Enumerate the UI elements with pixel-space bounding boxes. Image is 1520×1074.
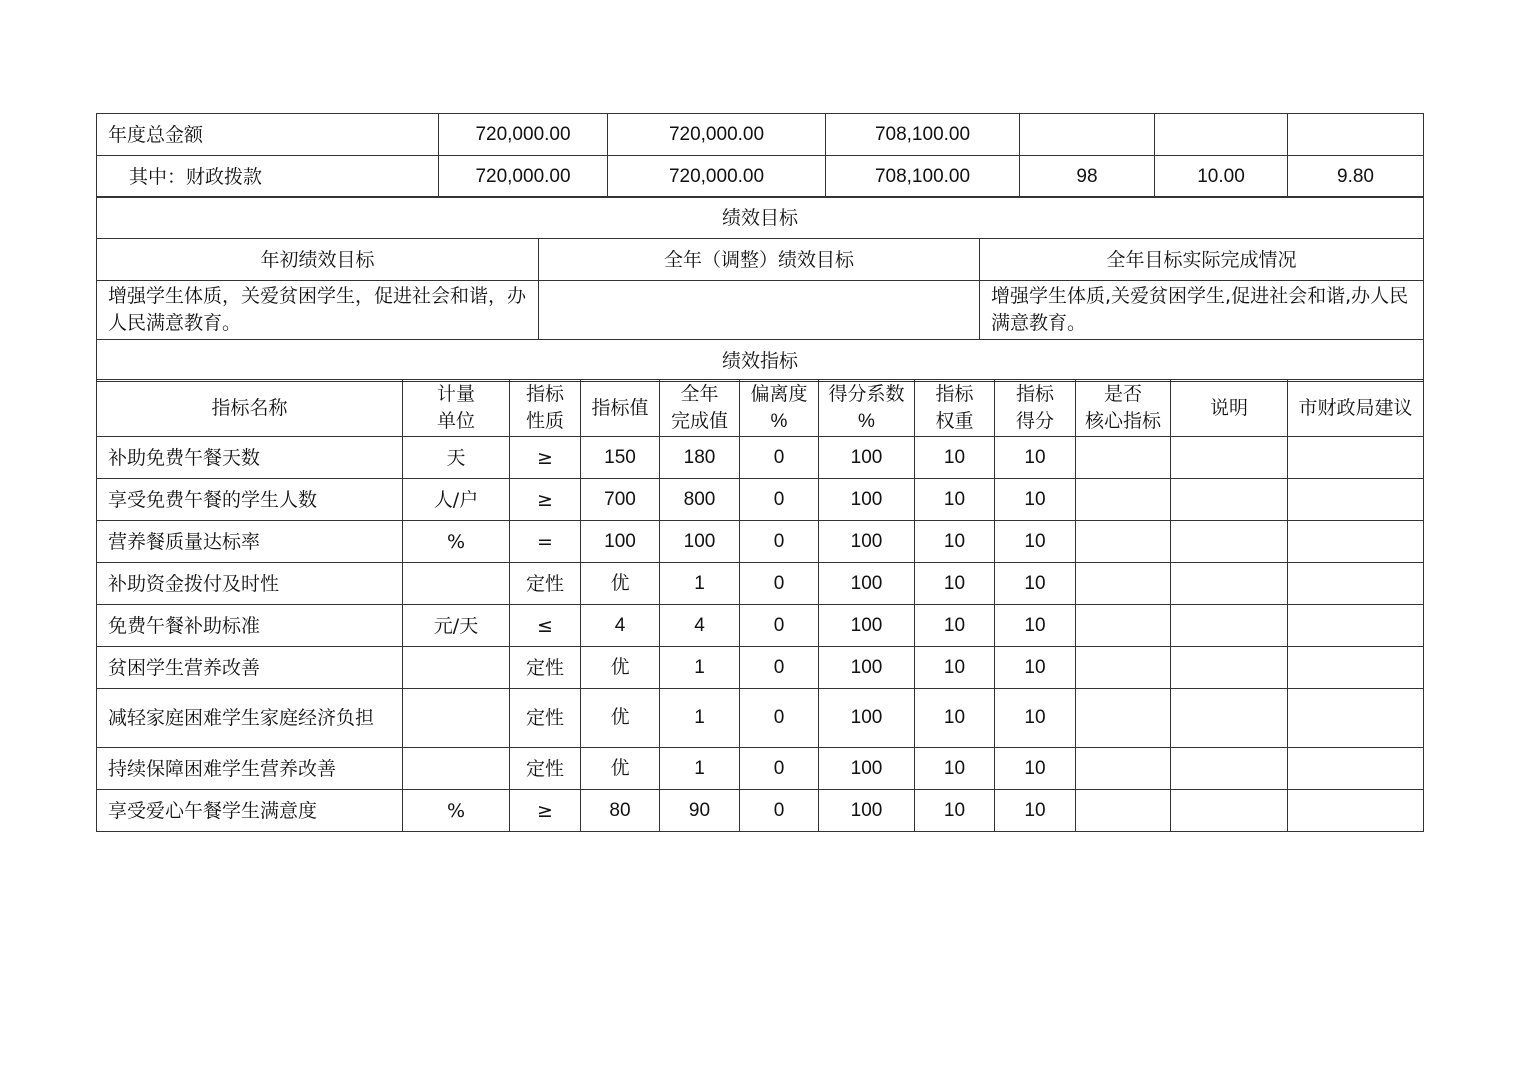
indicator-core [1076,605,1171,647]
indicator-nature: 定性 [510,647,581,689]
indicator-target: 优 [581,689,660,748]
goals-header: 年初绩效目标 [97,239,539,281]
goals-value: 增强学生体质,关爱贫困学生,促进社会和谐,办人民满意教育。 [980,281,1424,340]
indicator-name: 减轻家庭困难学生家庭经济负担 [97,689,403,748]
indicators-section-row [97,340,1424,382]
indicator-deviation: 0 [740,790,819,832]
header-core [1076,380,1171,437]
indicator-note [1171,748,1288,790]
indicator-coefficient: 100 [819,689,915,748]
indicator-target: 150 [581,437,660,479]
funds-value: 98 [1020,156,1155,198]
header-nature-line1: 指标 [525,383,564,405]
indicator-unit: % [403,790,510,832]
indicator-advice [1288,605,1424,647]
indicators-header-row [97,380,1424,437]
indicator-nature: ≥ [510,790,581,832]
indicator-advice [1288,437,1424,479]
indicator-weight: 10 [915,563,995,605]
indicator-actual: 90 [660,790,740,832]
indicator-actual: 800 [660,479,740,521]
indicator-unit: 人/户 [403,479,510,521]
funds-row-fiscal [97,156,1424,198]
indicator-name: 补助资金拨付及时性 [97,563,403,605]
indicator-nature: 定性 [510,563,581,605]
indicator-actual: 180 [660,437,740,479]
indicator-actual: 1 [660,748,740,790]
table-row [97,790,1424,832]
indicator-score: 10 [995,521,1076,563]
indicator-deviation: 0 [740,647,819,689]
indicator-weight: 10 [915,521,995,563]
goals-value [539,281,980,340]
indicator-advice [1288,521,1424,563]
indicator-weight: 10 [915,748,995,790]
header-weight [915,380,995,437]
indicator-note [1171,563,1288,605]
indicator-score: 10 [995,689,1076,748]
funds-value: 720,000.00 [608,114,826,156]
goals-header-row [97,239,1424,281]
indicator-nature: ≤ [510,605,581,647]
header-note: 说明 [1171,380,1288,437]
indicator-name: 享受免费午餐的学生人数 [97,479,403,521]
indicator-coefficient: 100 [819,647,915,689]
indicator-target: 4 [581,605,660,647]
indicator-note [1171,689,1288,748]
indicator-nature: ≥ [510,479,581,521]
header-core-line2: 核心指标 [1084,410,1161,432]
indicator-core [1076,479,1171,521]
indicator-name: 持续保障困难学生营养改善 [97,748,403,790]
funds-value: 708,100.00 [826,156,1020,198]
indicator-note [1171,479,1288,521]
indicator-core [1076,647,1171,689]
indicator-coefficient: 100 [819,437,915,479]
goals-header: 全年（调整）绩效目标 [539,239,980,281]
indicator-target: 优 [581,748,660,790]
table-row [97,437,1424,479]
indicator-deviation: 0 [740,748,819,790]
indicator-nature: 定性 [510,689,581,748]
indicator-nature: 定性 [510,748,581,790]
funds-value: 720,000.00 [439,114,608,156]
header-actual-line1: 全年 [680,383,719,405]
indicator-weight: 10 [915,647,995,689]
funds-value: 10.00 [1155,156,1288,198]
indicator-name: 营养餐质量达标率 [97,521,403,563]
indicator-coefficient: 100 [819,605,915,647]
indicator-weight: 10 [915,479,995,521]
header-coefficient-line2: % [858,411,875,432]
header-name: 指标名称 [97,380,403,437]
indicator-deviation: 0 [740,479,819,521]
indicator-unit [403,689,510,748]
indicator-weight: 10 [915,689,995,748]
indicator-target: 优 [581,563,660,605]
indicator-nature: ≥ [510,437,581,479]
funds-value [1288,114,1424,156]
header-deviation-line2: % [770,411,788,432]
indicator-nature: = [510,521,581,563]
indicator-weight: 10 [915,605,995,647]
header-coefficient-line1: 得分系数 [828,383,905,405]
funds-label: 年度总金额 [97,114,439,156]
indicator-deviation: 0 [740,437,819,479]
goals-header: 全年目标实际完成情况 [980,239,1424,281]
indicator-target: 700 [581,479,660,521]
table-row [97,748,1424,790]
indicator-target: 优 [581,647,660,689]
indicators-section-title: 绩效指标 [97,340,1424,382]
funds-value: 720,000.00 [608,156,826,198]
indicators-table [96,379,1424,832]
indicator-unit [403,748,510,790]
indicator-coefficient: 100 [819,521,915,563]
indicator-advice [1288,647,1424,689]
table-row [97,647,1424,689]
goals-section-title: 绩效目标 [97,197,1424,239]
header-core-line1: 是否 [1103,383,1142,405]
header-deviation [740,380,819,437]
header-score [995,380,1076,437]
indicator-advice [1288,479,1424,521]
indicator-note [1171,437,1288,479]
indicator-name: 贫困学生营养改善 [97,647,403,689]
indicator-actual: 1 [660,689,740,748]
indicator-core [1076,521,1171,563]
indicator-unit: % [403,521,510,563]
indicator-coefficient: 100 [819,748,915,790]
indicator-unit [403,647,510,689]
table-row [97,479,1424,521]
header-actual-line2: 完成值 [670,410,728,432]
indicator-score: 10 [995,790,1076,832]
table-row [97,521,1424,563]
goals-table [96,196,1424,382]
indicator-score: 10 [995,605,1076,647]
indicator-score: 10 [995,647,1076,689]
header-weight-line1: 指标 [935,383,974,405]
indicator-weight: 10 [915,790,995,832]
indicator-actual: 1 [660,647,740,689]
indicator-coefficient: 100 [819,790,915,832]
indicator-actual: 100 [660,521,740,563]
indicator-score: 10 [995,437,1076,479]
indicator-advice [1288,790,1424,832]
funds-value: 708,100.00 [826,114,1020,156]
indicator-target: 100 [581,521,660,563]
indicator-deviation: 0 [740,521,819,563]
indicator-unit: 元/天 [403,605,510,647]
funds-table [96,113,1424,198]
indicator-coefficient: 100 [819,479,915,521]
indicator-note [1171,647,1288,689]
indicator-note [1171,605,1288,647]
header-coefficient [819,380,915,437]
indicator-name: 享受爱心午餐学生满意度 [97,790,403,832]
indicator-note [1171,790,1288,832]
indicator-target: 80 [581,790,660,832]
indicator-score: 10 [995,748,1076,790]
goals-section-row [97,197,1424,239]
indicator-core [1076,790,1171,832]
indicator-name: 补助免费午餐天数 [97,437,403,479]
header-deviation-line1: 偏离度 [750,383,808,405]
indicator-core [1076,689,1171,748]
indicator-deviation: 0 [740,563,819,605]
header-weight-line2: 权重 [935,410,974,432]
indicator-advice [1288,748,1424,790]
indicator-weight: 10 [915,437,995,479]
header-score-line1: 指标 [1015,383,1054,405]
header-nature [510,380,581,437]
funds-value: 9.80 [1288,156,1424,198]
indicator-unit: 天 [403,437,510,479]
indicator-advice [1288,563,1424,605]
indicator-deviation: 0 [740,605,819,647]
goals-value: 增强学生体质，关爱贫困学生，促进社会和谐，办人民满意教育。 [97,281,539,340]
indicator-core [1076,748,1171,790]
indicator-core [1076,563,1171,605]
header-unit [403,380,510,437]
indicator-name: 免费午餐补助标准 [97,605,403,647]
header-unit-line2: 单位 [436,410,475,432]
goals-value-row [97,281,1424,340]
funds-row-total [97,114,1424,156]
indicator-actual: 1 [660,563,740,605]
header-nature-line2: 性质 [525,410,564,432]
header-actual [660,380,740,437]
header-unit-line1: 计量 [436,383,475,405]
indicators-body [97,437,1424,832]
indicator-note [1171,521,1288,563]
indicator-deviation: 0 [740,689,819,748]
table-row [97,563,1424,605]
funds-value: 720,000.00 [439,156,608,198]
header-target: 指标值 [581,380,660,437]
table-row [97,689,1424,748]
indicator-score: 10 [995,479,1076,521]
indicator-unit [403,563,510,605]
indicator-actual: 4 [660,605,740,647]
indicator-coefficient: 100 [819,563,915,605]
funds-label: 其中：财政拨款 [97,156,439,198]
funds-value [1020,114,1155,156]
indicator-score: 10 [995,563,1076,605]
header-score-line2: 得分 [1015,410,1054,432]
indicator-core [1076,437,1171,479]
header-advice: 市财政局建议 [1288,380,1424,437]
table-row [97,605,1424,647]
funds-value [1155,114,1288,156]
indicator-advice [1288,689,1424,748]
